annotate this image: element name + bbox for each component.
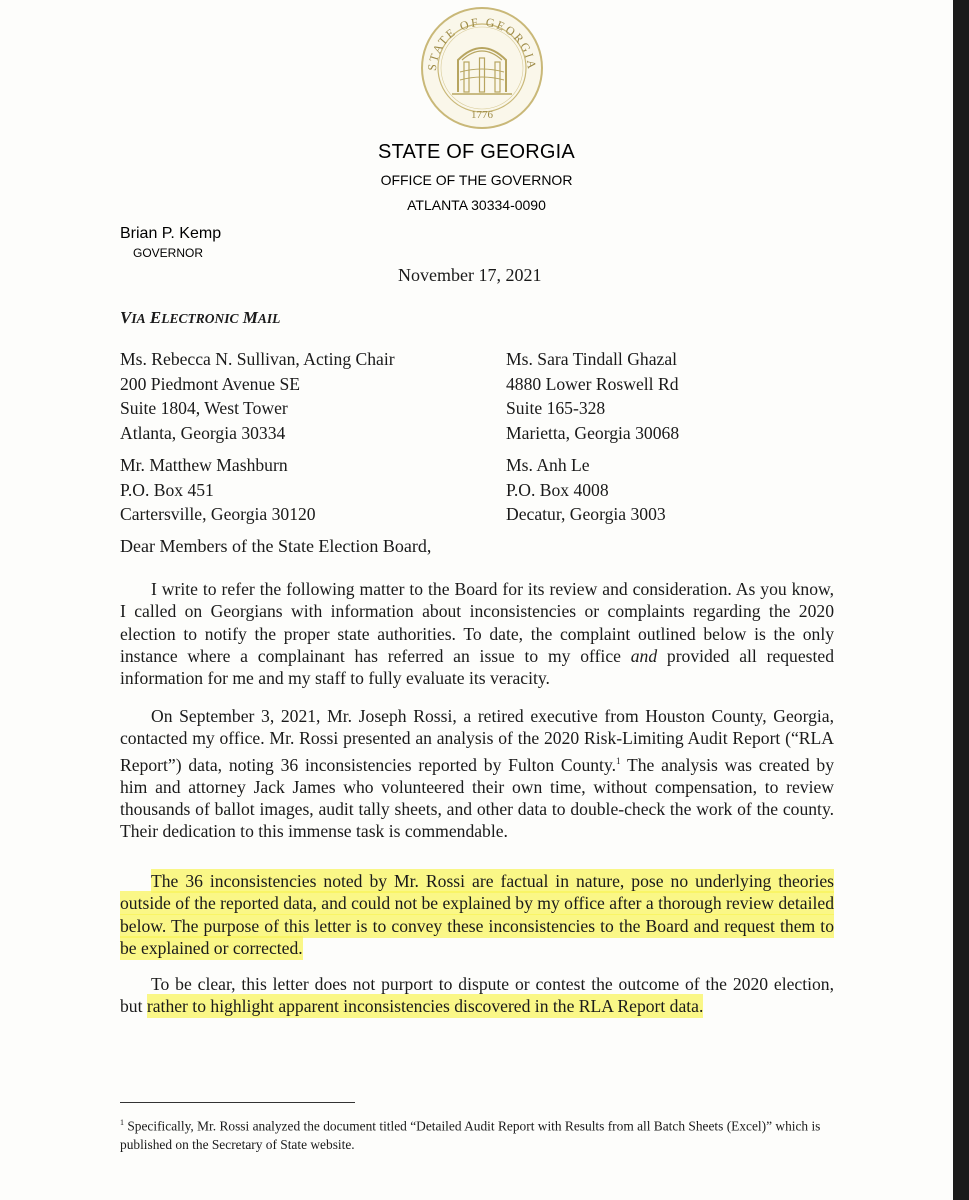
via-lectronic: LECTRONIC <box>161 311 239 326</box>
addressee-name: Mr. Matthew Mashburn <box>120 455 288 475</box>
addressee-name: Ms. Sara Tindall Ghazal <box>506 349 678 369</box>
paragraph-text: To be clear, this letter does not purport to dispute or contest the outcome of the 2020 election, but <box>120 974 834 1017</box>
addressee-line: 4880 Lower Roswell Rd <box>506 373 679 394</box>
paragraph-4 <box>120 973 834 1018</box>
salutation: Dear Members of the State Election Board, <box>120 536 432 556</box>
letterhead-office: OFFICE OF THE GOVERNOR <box>380 172 573 188</box>
seal-ring-text: STATE OF GEORGIA <box>424 14 540 72</box>
addressee-block <box>506 347 679 445</box>
footnote <box>120 1113 834 1154</box>
georgia-state-seal-icon <box>420 6 544 130</box>
addressee-block <box>120 347 395 445</box>
addressee-line: Decatur, Georgia 3003 <box>506 504 666 524</box>
via-e: E <box>145 308 162 327</box>
via-ail: AIL <box>257 311 281 326</box>
via-m: M <box>238 308 258 327</box>
letterhead-state: STATE OF GEORGIA <box>378 141 575 163</box>
addressee-line: Suite 1804, West Tower <box>120 398 288 418</box>
paragraph-text: The analysis was created by him and attorney Jack James who volunteered their own time, without compensation, to review thousands of ballot images, audit tally sheets, and other data to double-check the work of the county. Their dedication to this immense task is commendable. <box>120 754 834 842</box>
governor-title: GOVERNOR <box>133 246 204 260</box>
footnote-text: Specifically, Mr. Rossi analyzed the document titled “Detailed Audit Report with Results from all Batch Sheets (Excel)” which is published on the Secretary of State website. <box>120 1118 821 1153</box>
delivery-method <box>120 308 280 328</box>
addressee-line: Marietta, Georgia 30068 <box>506 422 680 443</box>
paragraph-text: I write to refer the following matter to the Board for its review and consideration. As you know, I called on Georgians with information about inconsistencies or complaints regarding the 2020 election to notify the proper state authorities. To date, the complaint outlined below is the only instance where a complainant has referred an issue to my office <box>120 579 834 666</box>
addressee-line: 200 Piedmont Avenue SE <box>120 373 301 394</box>
via-v: V <box>120 308 132 327</box>
paragraph-3 <box>120 870 834 959</box>
addressee-block <box>506 453 666 527</box>
addressee-name: Ms. Anh Le <box>506 455 590 475</box>
footnote-divider <box>120 1102 355 1103</box>
seal-year: 1776 <box>471 109 493 121</box>
letter-date: November 17, 2021 <box>398 265 542 285</box>
emphasis-and: and <box>630 645 658 666</box>
addressee-block <box>120 453 316 527</box>
via-ia: IA <box>131 311 146 326</box>
addressee-line: Cartersville, Georgia 30120 <box>120 504 316 524</box>
addressee-line: Suite 165-328 <box>506 398 606 418</box>
addressee-line: P.O. Box 451 <box>120 479 214 500</box>
addressee-name: Ms. Rebecca N. Sullivan, Acting Chair <box>120 349 395 369</box>
paragraph-2 <box>120 705 834 843</box>
paragraph-1 <box>120 578 834 689</box>
letterhead-city: ATLANTA 30334-0090 <box>407 197 546 213</box>
highlighted-text: The 36 inconsistencies noted by Mr. Rossi are factual in nature, pose no underlying theories outside of the reported data, and could not be explained by my office after a thorough review detailed below. The purpose of this letter is to convey these inconsistencies to the Board and request them to be explained or corrected. <box>120 871 834 958</box>
paragraph-text: On September 3, 2021, Mr. Joseph Rossi, a retired executive from Houston County, Georgia, contacted my office. Mr. Rossi presented an analysis of the 2020 Risk-Limiting Audit Report (“RLA Report”) data, noting 36 inconsistencies reported by Fulton County. <box>120 706 834 775</box>
paragraph-text: provided all requested information for me and my staff to fully evaluate its veracity. <box>120 645 834 689</box>
highlighted-text: rather to highlight apparent inconsistencies discovered in the RLA Report data. <box>146 996 704 1017</box>
addressee-line: P.O. Box 4008 <box>506 479 609 500</box>
footnote-marker: 1 <box>120 1118 124 1127</box>
footnote-reference: 1 <box>616 755 621 766</box>
governor-name: Brian P. Kemp <box>120 225 222 242</box>
addressee-line: Atlanta, Georgia 30334 <box>120 422 286 443</box>
